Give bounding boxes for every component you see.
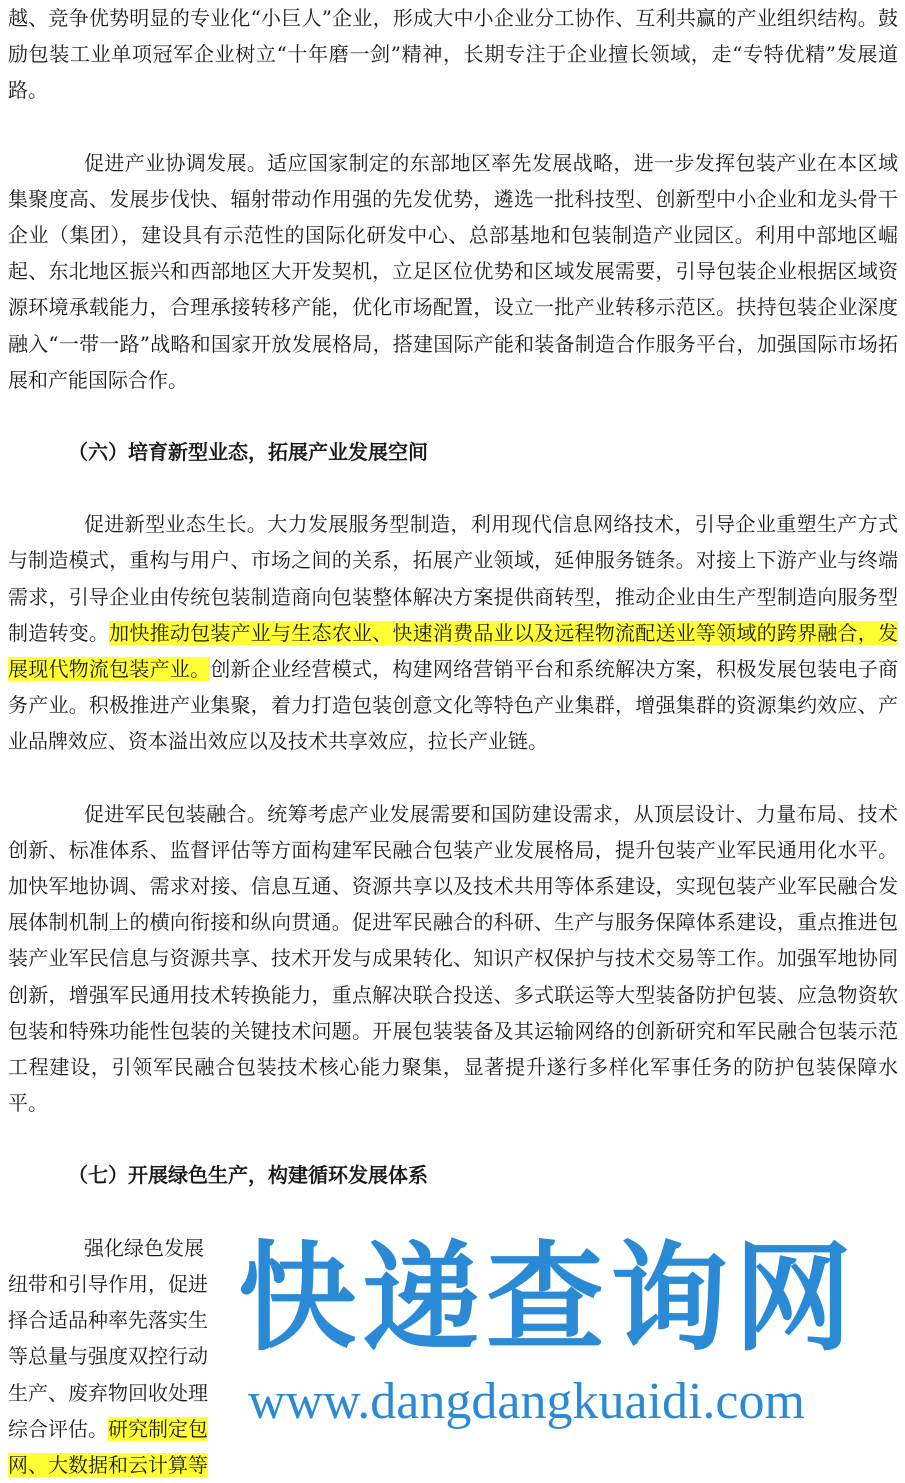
- paragraph-military-civil-fusion: 促进军民包装融合。统筹考虑产业发展需要和国防建设需求，从顶层设计、力量布局、技术创新、标准体系、监督评估等方面构建军民融合包装产业发展格局，提升包装产业军民通用化水平。加快军地协调、需求对接、信息互通、资源共享以及技术共用等体系建设，实现包装产业军民融合发展体制机制上的横向衔接和纵向贯通。促进军民融合的科研、生产与服务保障体系建设，重点推进包装产业军民信息与资源共享、技术开发与成果转化、知识产权保护与技术交易等工作。加强军地协同创新，增强军民通用技术转换能力，重点解决联合投送、多式联运等大型装备防护包装、应急物资软包装和特殊功能性包装的关键技术问题。开展包装装备及其运输网络的创新研究和军民融合包装示范工程建设，引领军民融合包装技术核心能力聚集，显著提升遂行多样化军事任务的防护包装保障水平。: [8, 801, 898, 1116]
- text-line: 纽带和引导作用，促进: [8, 1271, 208, 1296]
- watermark-url-text: www.dangdangkuaidi.com: [248, 1373, 805, 1430]
- text-line: 等总量与强度双控行动: [8, 1344, 208, 1369]
- text-segment: 综合评估。: [8, 1416, 108, 1441]
- text-segment: 促进新型业态生长。大力发展服务型制造，利用现代信息网络技术，引导企业重塑生产方式与制造模式，重构与用户、市场之间的关系，拓展产业领域，延伸服务链条。对接上下游产业与终端需求，引导企业由传统包装制造商向包装整体解决方案提供商转型，推动企业由生产型制造向服务型制造转变。: [8, 512, 898, 645]
- highlighted-text: 研究制定包: [108, 1416, 208, 1441]
- highlighted-text: 网、大数据和云计算等: [8, 1452, 208, 1477]
- watermark-logo: [230, 1229, 905, 1482]
- text-line: 生产、废弃物回收处理: [8, 1380, 208, 1405]
- text-segment: 创新企业经营模式，构建网络营销平台和系统解决方案，积极发展包装电子商务产业。积极推进产业集聚，着力打造包装创意文化等特色产业集群，增强集群的资源集约效应、产业品牌效应、资本溢出效应以及技术共享效应，拉长产业链。: [8, 657, 899, 754]
- paragraph-regional-coordination: 促进产业协调发展。适应国家制定的东部地区率先发展战略，进一步发挥包装产业在本区域集聚度高、发展步伐快、辐射带动作用强的先发优势，遴选一批科技型、创新型中小企业和龙头骨干企业（集团），建设具有示范性的国际化研发中心、总部基地和包装制造产业园区。利用中部地区崛起、东北地区振兴和西部地区大开发契机，立足区位优势和区域发展需要，引导包装企业根据区域资源环境承载能力，合理承接转移产能，优化市场配置，设立一批产业转移示范区。扶持包装企业深度融入“一带一路”战略和国家开放发展格局，搭建国际产能和装备制造合作服务平台，加强国际市场拓展和产能国际合作。: [8, 150, 898, 392]
- paragraph-continuation: 越、竞争优势明显的专业化“小巨人”企业，形成大中小企业分工协作、互利共赢的产业组织结构。鼓励包装工业单项冠军企业树立“十年磨一剑”精神，长期专注于企业擅长领域，走“专特优精”发展道路。: [8, 6, 898, 103]
- watermark-chinese-text: 快递查询网: [238, 1229, 859, 1367]
- highlighted-text: 加快推动包装产业与生态农业、快速消费品业以及远程物流配送业等领域的跨界融合，发展现代物流包装产业。: [8, 620, 899, 682]
- section-heading-6: （六）培育新型业态，拓展产业发展空间: [68, 440, 428, 465]
- section-heading-7: （七）开展绿色生产，构建循环发展体系: [68, 1163, 428, 1188]
- paragraph-new-business-forms: [8, 506, 898, 759]
- text-line: 强化绿色发展: [84, 1235, 204, 1260]
- text-line: 择合适品种率先落实生: [8, 1308, 208, 1333]
